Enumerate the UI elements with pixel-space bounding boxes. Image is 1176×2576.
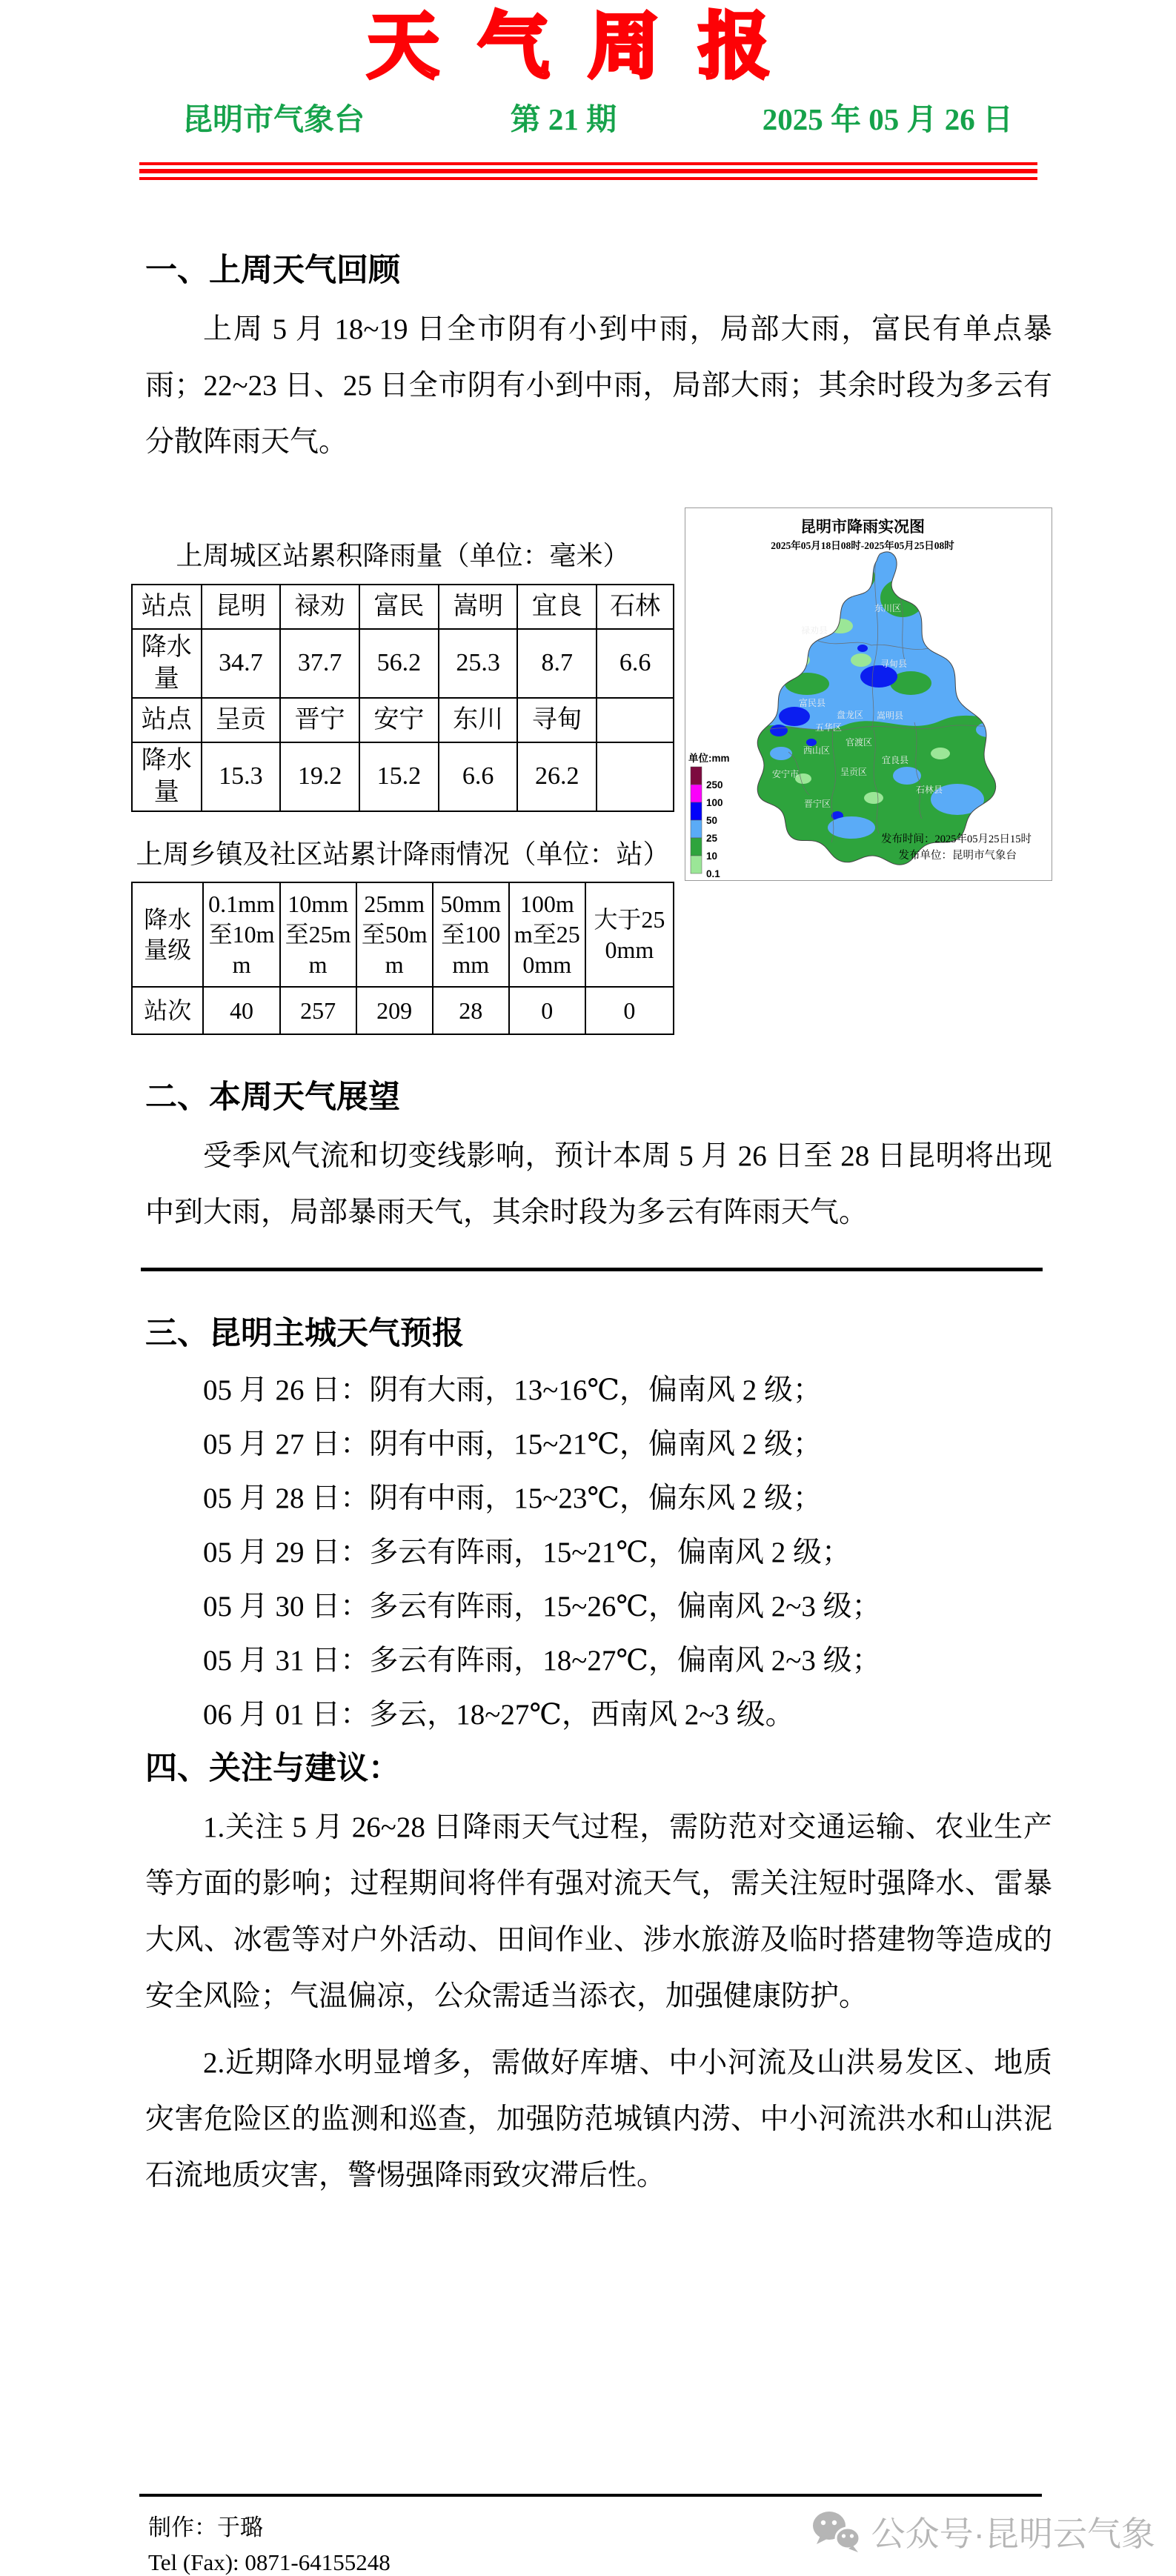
cell (597, 742, 674, 811)
table-row (132, 882, 674, 987)
district-label: 禄劝县 (800, 625, 828, 636)
wechat-watermark (811, 2507, 1155, 2556)
cell: 站点 (132, 585, 202, 629)
issue-number: 第 21 期 (510, 101, 617, 136)
forecast-day: 06 月 01 日：多云，18~27℃，西南风 2~3 级。 (203, 1698, 794, 1731)
map-subtitle: 2025年05月18日08时-2025年05月25日08时 (771, 539, 954, 551)
forecast-list (145, 1363, 1052, 1742)
cell: 15.2 (359, 742, 439, 811)
district-label: 石林县 (915, 784, 943, 795)
cell: 石林 (597, 585, 674, 629)
table-row (132, 698, 674, 742)
section2-heading: 二、本周天气展望 (145, 1079, 400, 1116)
cell: 50mm至100mm (433, 882, 509, 987)
cell: 降水量 (132, 629, 202, 698)
section4-paragraph-2: 2.近期降水明显增多，需做好库塘、中小河流及山洪易发区、地质灾害危险区的监测和巡查，加强防范城镇内涝、中小河流洪水和山洪泥石流地质灾害，警惕强降雨致灾滞后性。 (145, 2046, 1052, 2191)
forecast-day: 05 月 29 日：多云有阵雨，15~21℃，偏南风 2 级； (203, 1536, 851, 1568)
cell: 呈贡 (202, 698, 281, 742)
section3-heading: 三、昆明主城天气预报 (145, 1316, 464, 1351)
cell: 安宁 (359, 698, 439, 742)
black-separator (141, 1268, 1043, 1271)
cell: 寻甸 (517, 698, 597, 742)
cell (597, 698, 674, 742)
forecast-day: 05 月 28 日：阴有中雨，15~23℃，偏东风 2 级； (203, 1482, 822, 1514)
district-label: 晋宁区 (803, 798, 831, 809)
forecast-day: 05 月 26 日：阴有大雨，13~16℃，偏南风 2 级； (203, 1374, 822, 1406)
forecast-day: 05 月 30 日：多云有阵雨，15~26℃，偏南风 2~3 级； (203, 1590, 881, 1623)
table-row (132, 742, 674, 811)
cell: 东川 (439, 698, 518, 742)
section2-paragraph: 受季风气流和切变线影响，预计本周 5 月 26 日至 28 日昆明将出现中到大雨，局部暴雨天气，其余时段为多云有阵雨天气。 (145, 1140, 1052, 1228)
cell: 25mm至50mm (356, 882, 433, 987)
tables-and-map-row (131, 507, 1052, 1036)
legend-value: 25 (706, 832, 718, 844)
map-publish-unit: 发布单位：昆明市气象台 (898, 849, 1017, 862)
cell: 晋宁 (280, 698, 359, 742)
district-label: 盘龙区 (836, 709, 864, 720)
cell: 昆明 (202, 585, 281, 629)
table-row (132, 629, 674, 698)
cell: 降水量级 (132, 882, 203, 987)
footer-producer: 制作：于璐 (148, 2515, 263, 2540)
legend-swatch (691, 767, 702, 785)
legend-value: 50 (706, 814, 718, 826)
cell: 0 (509, 987, 585, 1034)
cell: 降水量 (132, 742, 202, 811)
section4-paragraph-1: 1.关注 5 月 26~28 日降雨天气过程，需防范对交通运输、农业生产等方面的影响；过程期间将伴有强对流天气，需关注短时强降水、雷暴大风、冰雹等对户外活动、田间作业、涉水旅游及临时搭建物等造成的安全风险；气温偏凉，公众需适当添衣，加强健康防护。 (145, 1811, 1052, 2012)
legend-swatch (691, 802, 702, 820)
legend-swatch (691, 820, 702, 838)
district-label: 五华区 (814, 722, 843, 733)
doc-title: 天气周报 (367, 6, 809, 87)
district-label: 西山区 (803, 745, 831, 756)
forecast-day: 05 月 27 日：阴有中雨，15~21℃，偏南风 2 级； (203, 1428, 822, 1460)
cell: 8.7 (517, 629, 597, 698)
map-publish-time: 发布时间：2025年05月25日15时 (881, 833, 1032, 845)
watermark-text: 公众号·昆明云气象 (871, 2515, 1155, 2553)
issuer: 昆明市气象台 (182, 101, 365, 136)
masthead (0, 102, 1176, 137)
cell: 6.6 (439, 742, 518, 811)
legend-value: 0.1 (706, 868, 720, 879)
district-label: 呈贡区 (840, 766, 868, 777)
district-label: 寻甸县 (880, 658, 908, 669)
map-title: 昆明市降雨实况图 (800, 518, 925, 536)
rainfall-map (685, 507, 1052, 881)
district-label: 宜良县 (881, 754, 909, 765)
town-table-title: 上周乡镇及社区站累计降雨情况（单位：站） (136, 839, 670, 869)
cell: 209 (356, 987, 433, 1034)
cell: 25.3 (439, 629, 518, 698)
legend-swatch (691, 785, 702, 802)
cell: 26.2 (517, 742, 597, 811)
legend-swatch (691, 838, 702, 856)
cell: 0.1mm至10mm (203, 882, 279, 987)
cell: 6.6 (597, 629, 674, 698)
footer-credits (148, 2510, 391, 2576)
section1-paragraph: 上周 5 月 18~19 日全市阴有小到中雨，局部大雨，富民有单点暴雨；22~23 日、25 日全市阴有小到中雨，局部大雨；其余时段为多云有分散阵雨天气。 (145, 313, 1052, 458)
cell: 站点 (132, 698, 202, 742)
cell: 28 (433, 987, 509, 1034)
tables-column (131, 507, 674, 1036)
footer-separator (139, 2494, 1042, 2497)
legend-value: 250 (706, 779, 723, 791)
cell: 34.7 (202, 629, 281, 698)
town-rainfall-table (131, 882, 674, 1035)
cell: 257 (280, 987, 356, 1034)
district-label: 东川区 (874, 602, 902, 613)
section1-heading: 一、上周天气回顾 (145, 252, 400, 288)
cell: 100mm至250mm (509, 882, 585, 987)
cell: 40 (203, 987, 279, 1034)
district-label: 官渡区 (845, 736, 873, 748)
cell: 嵩明 (439, 585, 518, 629)
cell: 56.2 (359, 629, 439, 698)
legend-value: 100 (706, 796, 723, 808)
cell: 37.7 (280, 629, 359, 698)
cell: 站次 (132, 987, 203, 1034)
district-label: 嵩明县 (876, 710, 904, 721)
city-rainfall-table (131, 584, 674, 812)
wechat-icon (811, 2510, 863, 2553)
cell: 禄劝 (280, 585, 359, 629)
legend-value: 10 (706, 850, 718, 862)
district-label: 富民县 (798, 697, 826, 708)
table-row (132, 987, 674, 1034)
cell: 宜良 (517, 585, 597, 629)
forecast-day: 05 月 31 日：多云有阵雨，18~27℃，偏南风 2~3 级； (203, 1644, 881, 1677)
cell: 0 (585, 987, 674, 1034)
footer-tel: Tel (Fax): 0871-64155248 (148, 2549, 391, 2575)
legend-swatch (691, 856, 702, 873)
section4-heading: 四、关注与建议： (145, 1750, 400, 1786)
city-table-title: 上周城区站累积降雨量（单位：毫米） (176, 540, 630, 570)
cell: 15.3 (202, 742, 281, 811)
cell: 大于250mm (585, 882, 674, 987)
legend-unit-label: 单位:mm (688, 752, 730, 764)
document-body (0, 251, 1176, 1241)
cell: 19.2 (280, 742, 359, 811)
district-label: 安宁市 (771, 768, 800, 779)
table-row (132, 585, 674, 629)
red-separator (139, 162, 1037, 180)
issue-date: 2025 年 05 月 26 日 (762, 101, 1013, 136)
cell: 富民 (359, 585, 439, 629)
cell: 10mm至25mm (280, 882, 356, 987)
